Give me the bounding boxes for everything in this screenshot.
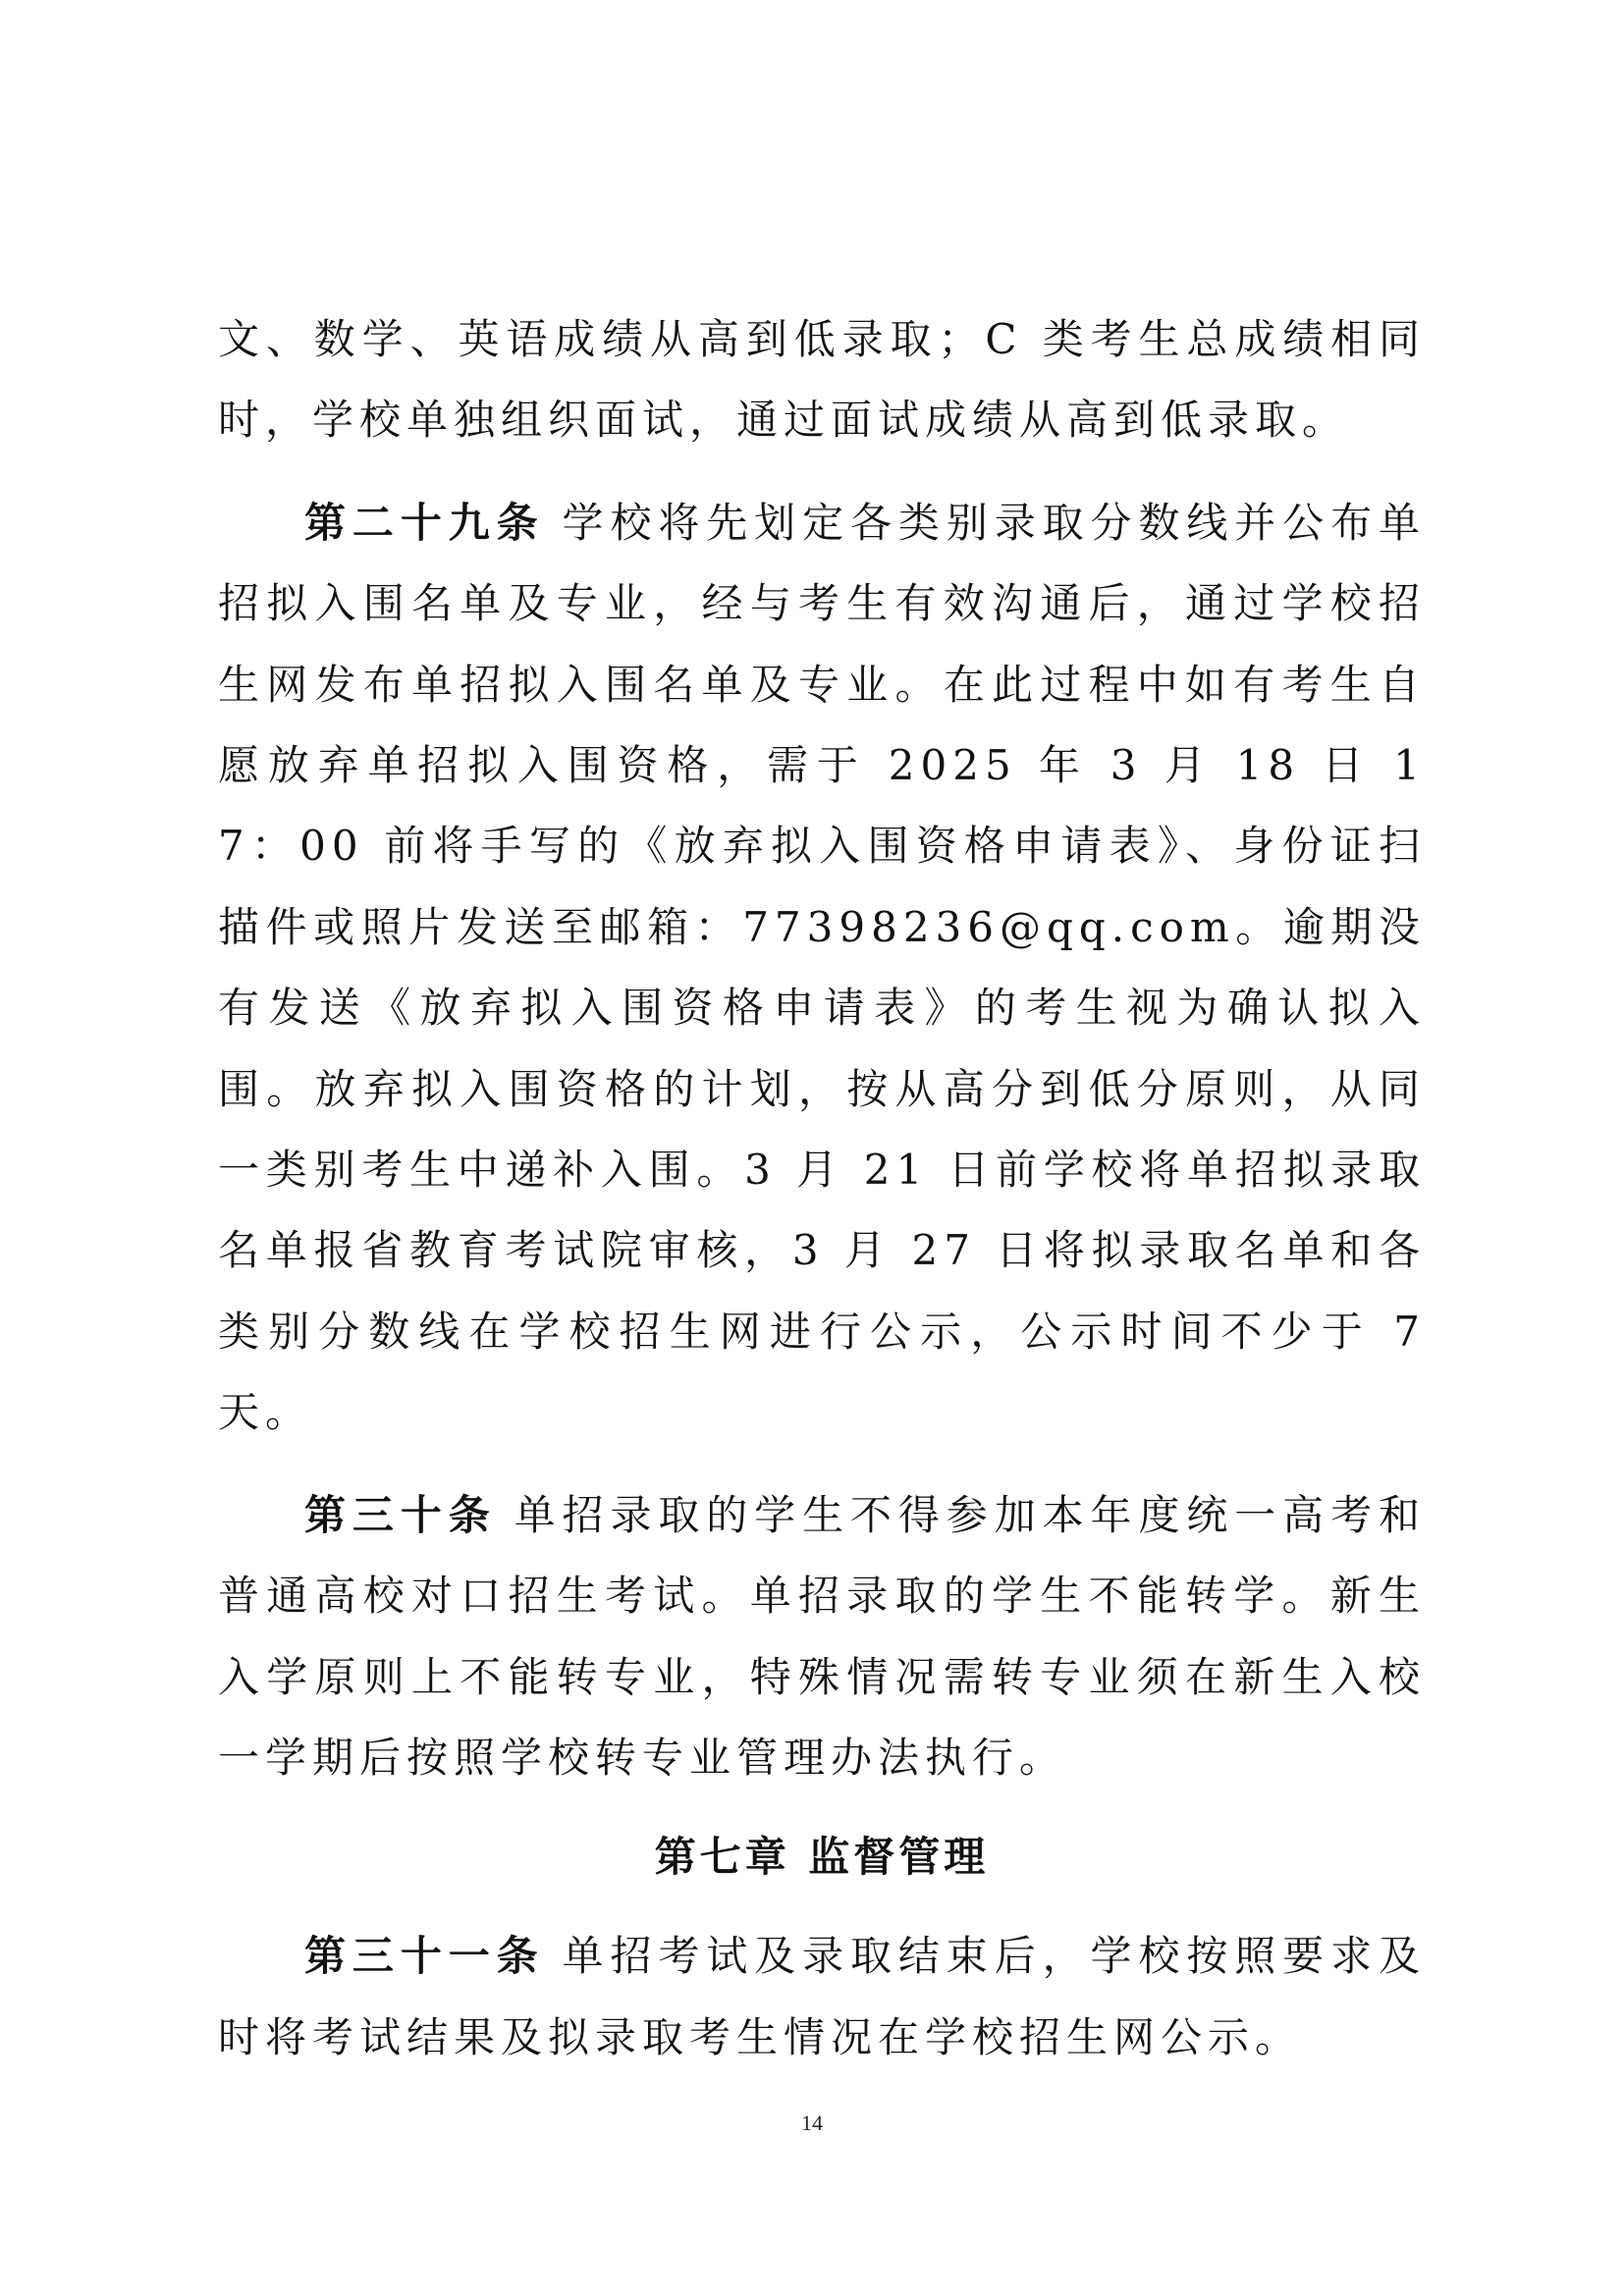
article-30-number: 第三十条 (304, 1490, 497, 1539)
article-31-text: 单招考试及录取结束后，学校按照要求及时将考试结果及拟录取考生情况在学校招生网公示。 (218, 1932, 1426, 2061)
document-body (218, 299, 1426, 2078)
article-29-text: 学校将先划定各类别录取分数线并公布单招拟入围名单及专业，经与考生有效沟通后，通过学校招生网发布单招拟入围名单及专业。在此过程中如有考生自愿放弃单招拟入围资格，需于 2025 年 3 月 18 日 17：00 前将手写的《放弃拟入围资格申请表》、身份证扫描件或照片发送至邮箱：77398236@qq.com。逾期没有发送《放弃拟入围资格申请表》的考生视为确认拟入围。放弃拟入围资格的计划，按从高分到低分原则，从同一类别考生中递补入围。3 月 21 日前学校将单招拟录取名单报省教育考试院审核，3 月 27 日将拟录取名单和各类别分数线在学校招生网进行公示，公示时间不少于 7 天。 (218, 498, 1426, 1437)
article-31-number: 第三十一条 (304, 1932, 545, 1981)
article-29-number: 第二十九条 (304, 498, 545, 547)
article-30-text: 单招录取的学生不得参加本年度统一高考和普通高校对口招生考试。单招录取的学生不能转学。新生入学原则上不能转专业，特殊情况需转专业须在新生入校一学期后按照学校转专业管理办法执行。 (218, 1490, 1426, 1782)
continuation-paragraph: 文、数学、英语成绩从高到低录取；C 类考生总成绩相同时，学校单独组织面试，通过面试成绩从高到低录取。 (218, 315, 1426, 445)
article-29 (218, 483, 1426, 1454)
article-31 (218, 1916, 1426, 2078)
article-30 (218, 1475, 1426, 1799)
page-number: 14 (801, 2110, 823, 2135)
chapter-title: 第七章 监督管理 (654, 1833, 990, 1882)
